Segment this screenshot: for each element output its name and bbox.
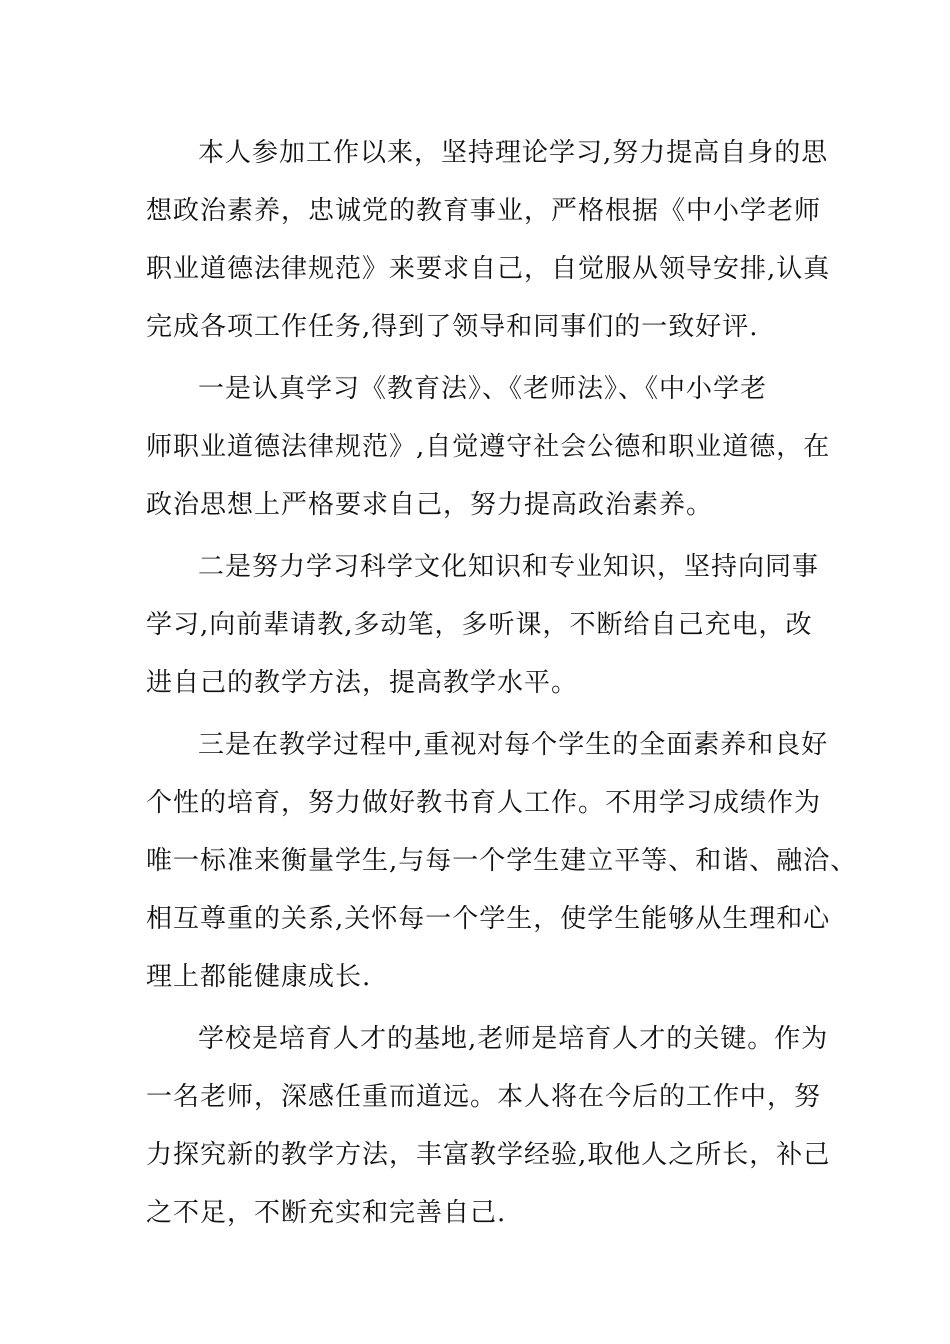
paragraph-4-line-3: 唯一标准来衡量学生,与每一个学生建立平等、和谐、融洽、: [146, 846, 858, 876]
paragraph-4: [146, 716, 858, 1006]
paragraph-1-line-2: 想政治素养，忠诚党的教育事业，严格根据《中小学老师: [146, 196, 822, 226]
paragraph-4-line-1: 三是在教学过程中,重视对每个学生的全面素养和良好: [198, 730, 829, 760]
paragraph-5: [146, 1010, 831, 1242]
paragraph-1-line-4: 完成各项工作任务,得到了领导和同事们的一致好评.: [146, 312, 759, 342]
paragraph-3-line-3: 进自己的教学方法，提高教学水平。: [146, 668, 579, 698]
paragraph-3-line-2: 学习,向前辈请教,多动笔，多听课，不断给自己充电，改: [146, 610, 813, 640]
paragraph-1: [146, 124, 831, 356]
paragraph-5-line-1: 学校是培育人才的基地,老师是培育人才的关键。作为: [198, 1024, 829, 1054]
paragraph-3-line-1: 二是努力学习科学文化知识和专业知识，坚持向同事: [198, 552, 820, 582]
paragraph-4-line-5: 理上都能健康成长.: [146, 962, 372, 992]
paragraph-5-line-2: 一名老师，深感任重而道远。本人将在今后的工作中，努: [146, 1082, 822, 1112]
document-body: [146, 124, 858, 1246]
paragraph-4-line-4: 相互尊重的关系,关怀每一个学生，使学生能够从生理和心: [146, 904, 831, 934]
paragraph-1-line-3: 职业道德法律规范》来要求自己，自觉服从领导安排,认真: [146, 254, 831, 284]
paragraph-2-line-1: 一是认真学习《教育法》、《老师法》、《中小学老: [198, 374, 768, 404]
paragraph-5-line-4: 之不足，不断充实和完善自己.: [146, 1198, 507, 1228]
paragraph-4-line-2: 个性的培育，努力做好教书育人工作。不用学习成绩作为: [146, 788, 822, 818]
paragraph-5-line-3: 力探究新的教学方法，丰富教学经验,取他人之所长，补己: [146, 1140, 831, 1170]
paragraph-2: [146, 360, 831, 534]
paragraph-3: [146, 538, 820, 712]
paragraph-2-line-2: 师职业道德法律规范》,自觉遵守社会公德和职业道德，在: [146, 432, 831, 462]
paragraph-2-line-3: 政治思想上严格要求自己，努力提高政治素养。: [146, 490, 714, 520]
paragraph-1-line-1: 本人参加工作以来，坚持理论学习,努力提高自身的思: [198, 138, 829, 168]
